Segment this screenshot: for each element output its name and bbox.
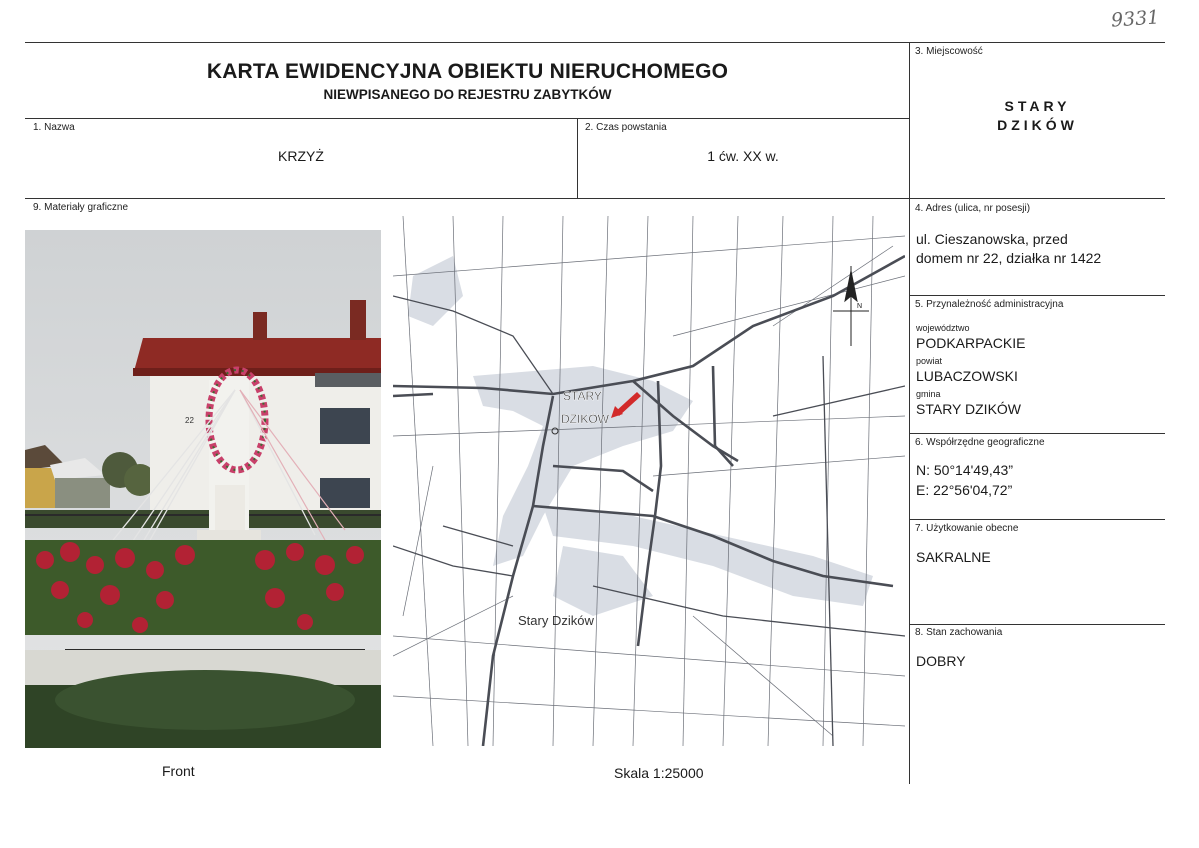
field-stan-label: 8. Stan zachowania bbox=[915, 627, 1003, 638]
field-wspolrzedne-label: 6. Współrzędne geograficzne bbox=[915, 437, 1045, 448]
wojewodztwo-value: PODKARPACKIE bbox=[916, 335, 1026, 351]
photo-caption: Front bbox=[162, 763, 195, 779]
map-label-village-top: STARY bbox=[563, 389, 602, 403]
top-border bbox=[25, 42, 1165, 43]
field-materialy-label: 9. Materiały graficzne bbox=[33, 202, 129, 213]
field-nazwa-value: KRZYŻ bbox=[278, 148, 324, 164]
row-divider-4 bbox=[910, 295, 1165, 296]
row-divider-6 bbox=[910, 519, 1165, 520]
row-divider-7 bbox=[910, 624, 1165, 625]
field-adres-line2: domem nr 22, działka nr 1422 bbox=[916, 250, 1102, 266]
row-divider-2 bbox=[25, 198, 1165, 199]
gmina-label: gmina bbox=[916, 389, 941, 399]
field-uzytkowanie-value: SAKRALNE bbox=[916, 549, 991, 565]
field-adres-label: 4. Adres (ulica, nr posesji) bbox=[915, 203, 1031, 214]
coordinate-e: E: 22°56'04,72” bbox=[916, 482, 1013, 498]
column-divider-right bbox=[909, 42, 910, 784]
row-divider-1 bbox=[25, 118, 910, 119]
handwritten-archive-number: 9331 bbox=[1109, 6, 1160, 32]
field-czas-label: 2. Czas powstania bbox=[585, 122, 667, 133]
coordinate-n: N: 50°14'49,43” bbox=[916, 462, 1014, 478]
field-adres-line1: ul. Cieszanowska, przed bbox=[916, 231, 1068, 247]
field-czas-value: 1 ćw. XX w. bbox=[707, 148, 779, 164]
page-title: KARTA EWIDENCYJNA OBIEKTU NIERUCHOMEGO bbox=[206, 60, 729, 83]
map-caption: Skala 1:25000 bbox=[614, 765, 704, 781]
north-arrow-label: N bbox=[857, 303, 863, 310]
field-miejscowosc-value bbox=[910, 97, 1165, 135]
miejscowosc-line2: DZIKÓW bbox=[997, 117, 1078, 133]
powiat-value: LUBACZOWSKI bbox=[916, 368, 1018, 384]
field-uzytkowanie-label: 7. Użytkowanie obecne bbox=[915, 523, 1019, 534]
map-label-village-lower: Stary Dzików bbox=[518, 613, 594, 628]
field-nazwa-label: 1. Nazwa bbox=[33, 122, 75, 133]
field-przynaleznosc-label: 5. Przynależność administracyjna bbox=[915, 299, 1064, 310]
gmina-value: STARY DZIKÓW bbox=[916, 401, 1022, 417]
field-stan-value: DOBRY bbox=[916, 653, 966, 669]
photo-front bbox=[25, 230, 381, 748]
wojewodztwo-label: województwo bbox=[916, 323, 970, 333]
miejscowosc-line1: STARY bbox=[1004, 98, 1071, 114]
map-label-village-bottom: DZIKÓW bbox=[561, 412, 609, 426]
row-divider-5 bbox=[910, 433, 1165, 434]
location-map bbox=[393, 216, 905, 746]
field-miejscowosc-label: 3. Miejscowość bbox=[915, 46, 983, 57]
powiat-label: powiat bbox=[916, 356, 943, 366]
house-number-plate: 22 bbox=[185, 416, 194, 425]
page-subtitle: NIEWPISANEGO DO REJESTRU ZABYTKÓW bbox=[323, 87, 612, 102]
